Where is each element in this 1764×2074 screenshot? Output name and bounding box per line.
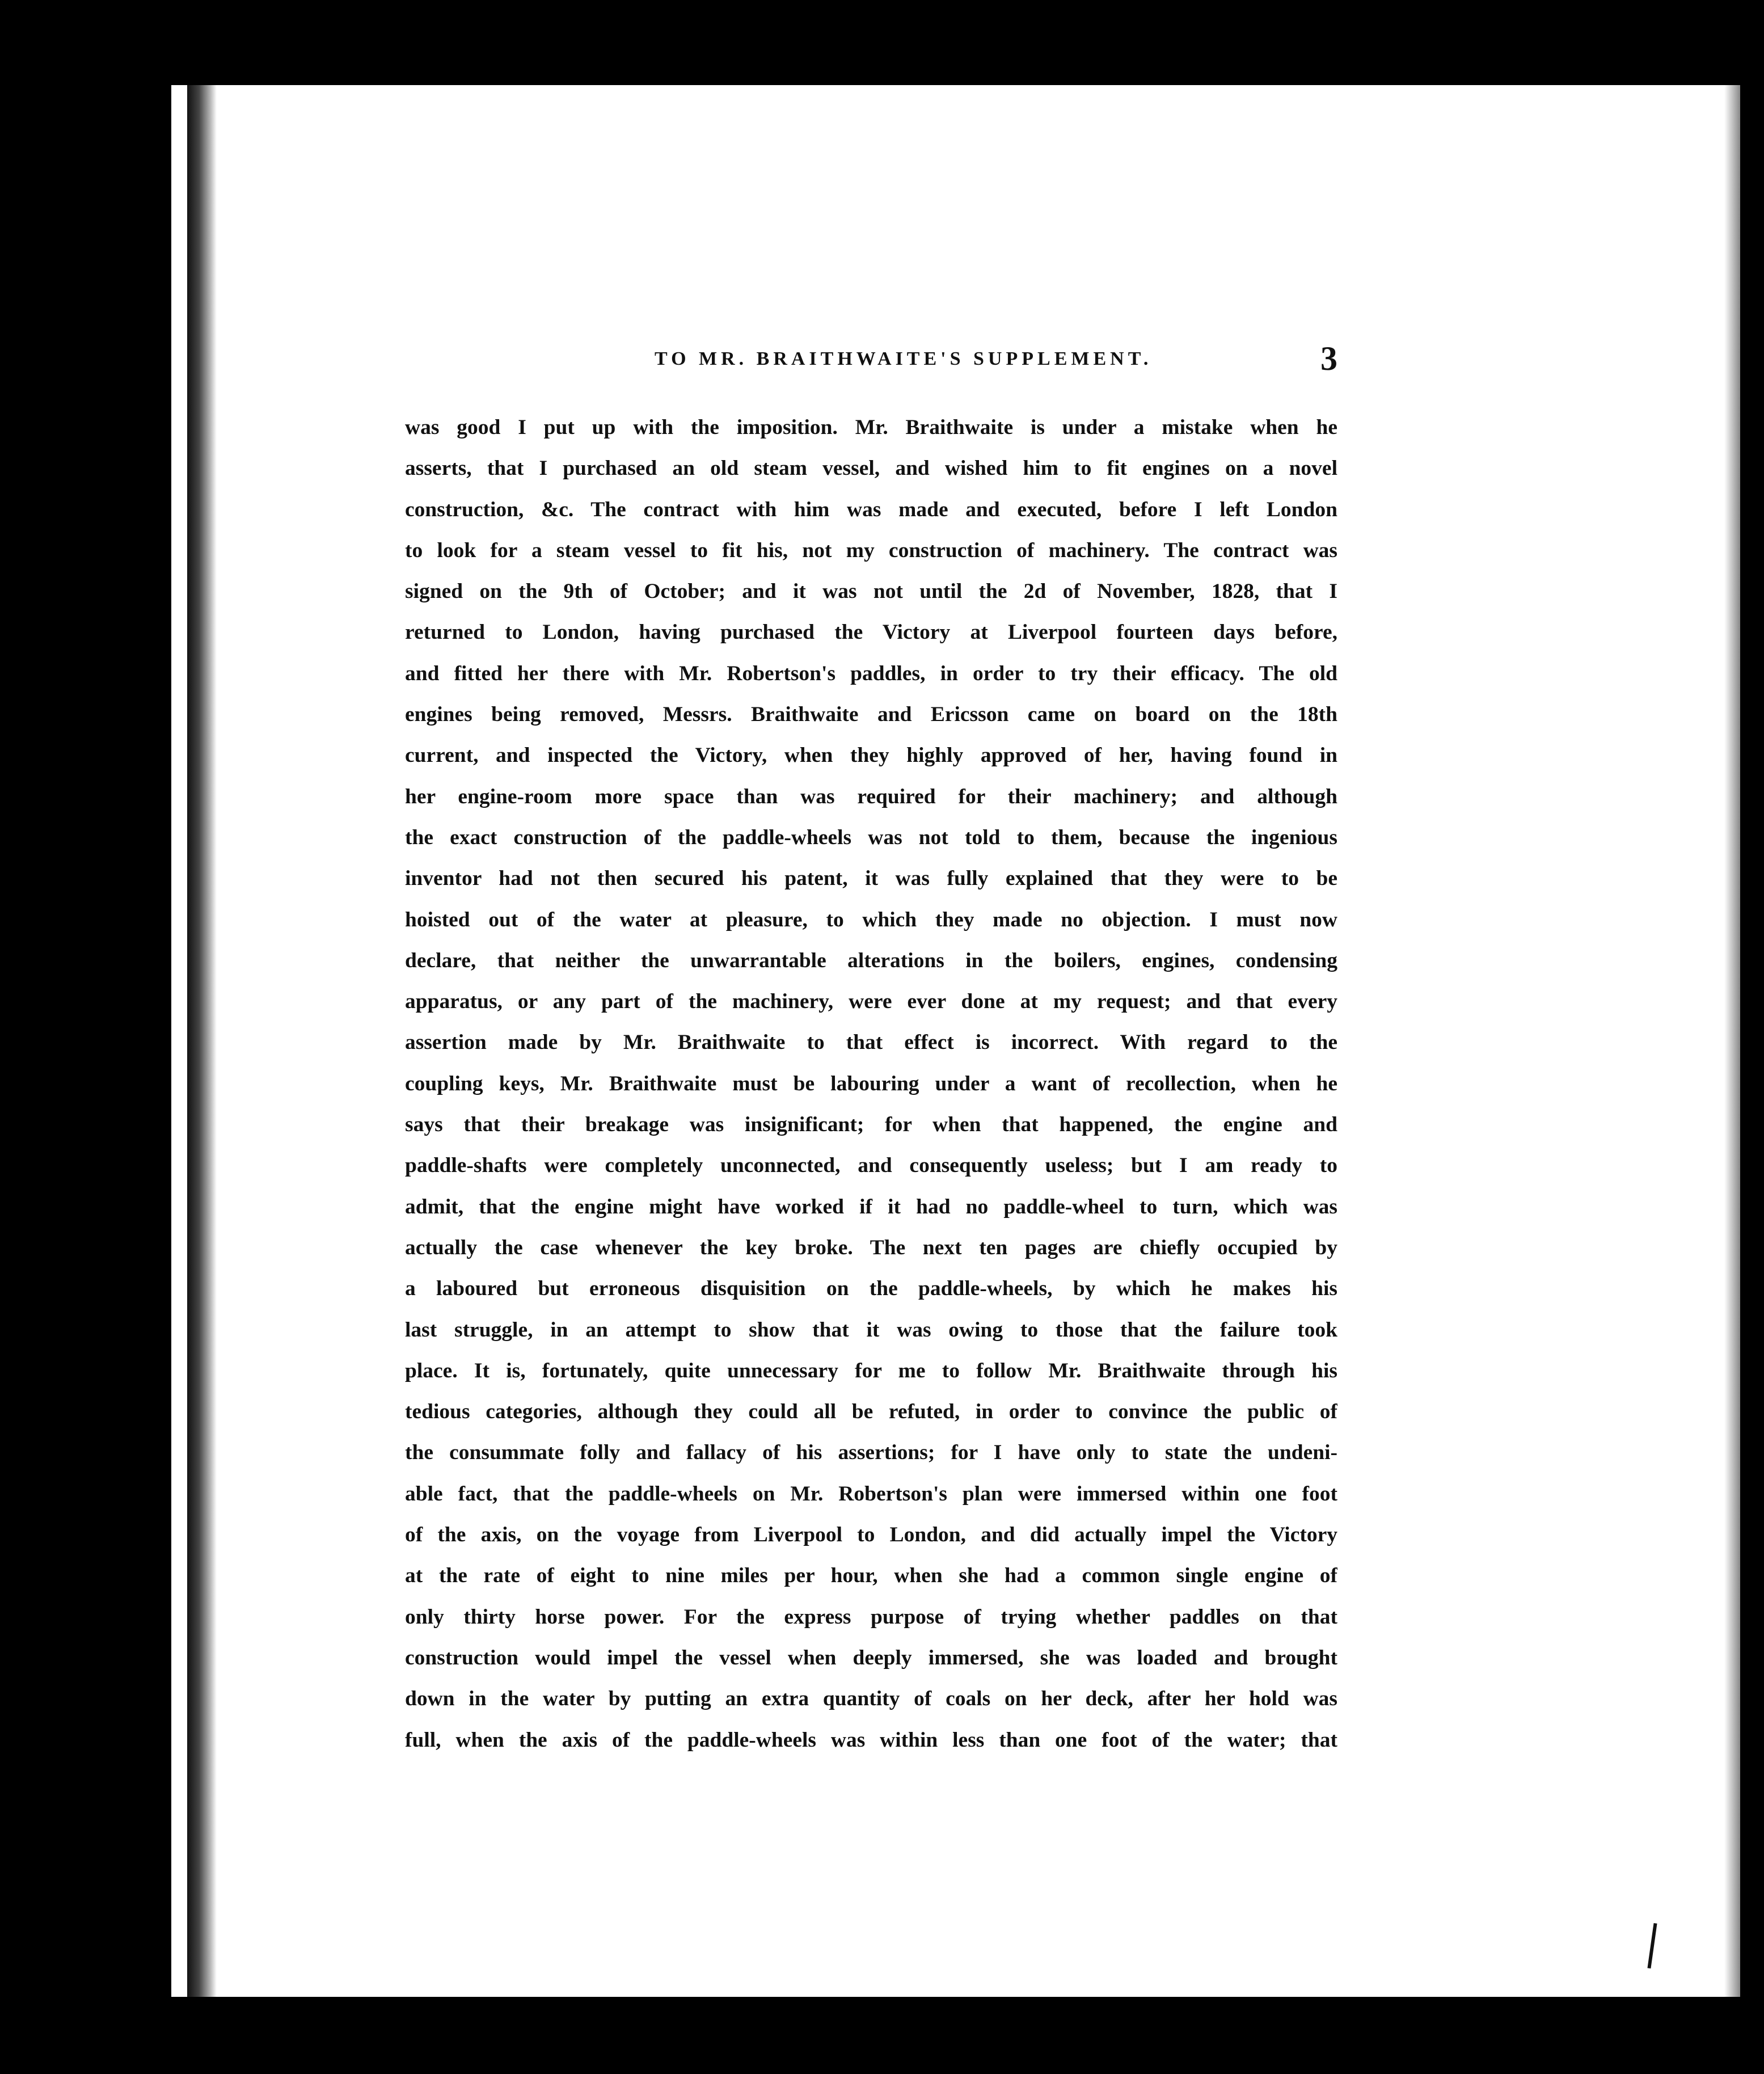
running-title: TO MR. BRAITHWAITE'S SUPPLEMENT. — [655, 348, 1153, 369]
text-line: current, and inspected the Victory, when they highly approved of her, having found in — [405, 744, 1337, 768]
text-line: a laboured but erroneous disquisition on the paddle-wheels, by which he makes his — [405, 1277, 1337, 1301]
text-line: the exact construction of the paddle-wheels was not told to them, because the ingenious — [405, 825, 1337, 849]
text-line: her engine-room more space than was required for their machinery; and although — [405, 785, 1337, 808]
text-line: of the axis, on the voyage from Liverpool to London, and did actually impel the Victory — [405, 1523, 1337, 1547]
text-line: says that their breakage was insignificant; for when that happened, the engine and — [405, 1113, 1337, 1137]
text-line: down in the water by putting an extra quantity of coals on her deck, after her hold was — [405, 1687, 1337, 1711]
text-line: declare, that neither the unwarrantable alterations in the boilers, engines, condensing — [405, 949, 1337, 972]
text-line: to look for a steam vessel to fit his, not my construction of machinery. The contract was — [405, 538, 1337, 562]
text-line: full, when the axis of the paddle-wheels was within less than one foot of the water; that — [405, 1728, 1337, 1752]
text-line: construction, &c. The contract with him was made and executed, before I left London — [405, 498, 1337, 521]
text-line: returned to London, having purchased the Victory at Liverpool fourteen days before, — [405, 621, 1337, 644]
body-text — [405, 407, 1337, 1761]
text-line: admit, that the engine might have worked if it had no paddle-wheel to turn, which was — [405, 1195, 1337, 1219]
text-line: the consummate folly and fallacy of his assertions; for I have only to state the undeni- — [405, 1441, 1337, 1465]
text-line: paddle-shafts were completely unconnected, and consequently useless; but I am ready to — [405, 1154, 1337, 1178]
text-line: was good I put up with the imposition. Mr. Braithwaite is under a mistake when he — [405, 416, 1337, 439]
text-line: assertion made by Mr. Braithwaite to that effect is incorrect. With regard to the — [405, 1031, 1337, 1055]
text-line: asserts, that I purchased an old steam vessel, and wished him to fit engines on a novel — [405, 457, 1337, 480]
text-line: inventor had not then secured his patent, it was fully explained that they were to be — [405, 867, 1337, 891]
text-line: tedious categories, although they could all be refuted, in order to convince the public of — [405, 1400, 1337, 1424]
text-line: last struggle, in an attempt to show that it was owing to those that the failure took — [405, 1318, 1337, 1342]
text-line: coupling keys, Mr. Braithwaite must be labouring under a want of recollection, when he — [405, 1072, 1337, 1095]
text-line: and fitted her there with Mr. Robertson's paddles, in order to try their efficacy. The old — [405, 661, 1337, 685]
page-header — [405, 339, 1337, 385]
text-line: actually the case whenever the key broke. The next ten pages are chiefly occupied by — [405, 1236, 1337, 1259]
page-right-edge — [1724, 85, 1740, 1997]
text-line: only thirty horse power. For the express purpose of trying whether paddles on that — [405, 1605, 1337, 1629]
page-gutter-shadow — [187, 85, 217, 1997]
text-line: hoisted out of the water at pleasure, to which they made no objection. I must now — [405, 908, 1337, 931]
page-number: 3 — [1320, 340, 1337, 377]
text-line: signed on the 9th of October; and it was not until the 2d of November, 1828, that I — [405, 580, 1337, 604]
text-line: apparatus, or any part of the machinery, were ever done at my request; and that every — [405, 990, 1337, 1014]
text-line: at the rate of eight to nine miles per hour, when she had a common single engine of — [405, 1564, 1337, 1588]
text-line: able fact, that the paddle-wheels on Mr. Robertson's plan were immersed within one foot — [405, 1482, 1337, 1506]
text-line: place. It is, fortunately, quite unnecessary for me to follow Mr. Braithwaite through his — [405, 1359, 1337, 1382]
text-line: engines being removed, Messrs. Braithwaite and Ericsson came on board on the 18th — [405, 703, 1337, 727]
text-line: construction would impel the vessel when deeply immersed, she was loaded and brought — [405, 1646, 1337, 1670]
